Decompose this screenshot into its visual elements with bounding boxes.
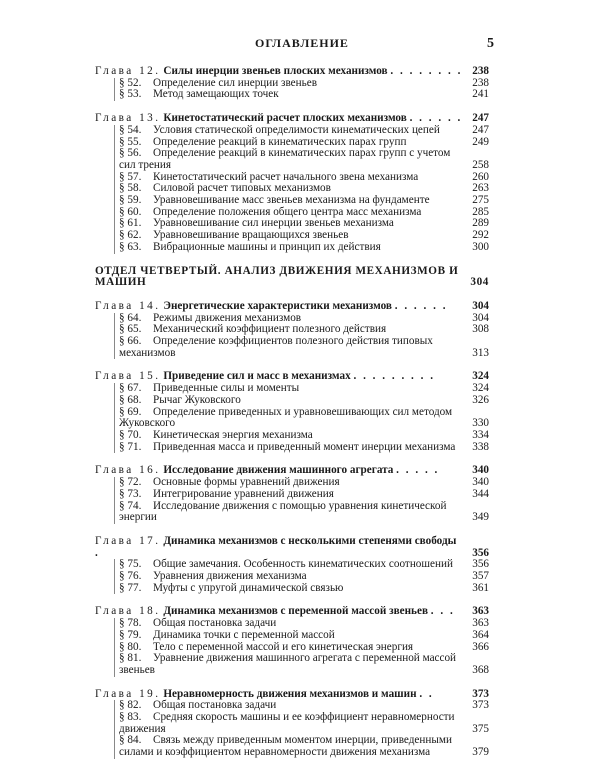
chapter-page: 356 [472, 546, 489, 559]
section-title: Основные формы уравнений движения [153, 476, 340, 489]
section-number: § 55. [119, 135, 142, 148]
section-list [95, 559, 489, 594]
section-number: § 68. [119, 393, 142, 406]
section-title: Уравнение движения машинного агрегата с переменной массой звеньев [119, 652, 457, 676]
chapter-label: Глава 12. [95, 65, 161, 77]
section-page: 357 [472, 570, 489, 583]
chapter-page: 324 [472, 370, 489, 383]
chapter-title: Кинетостатический расчет плоских механизмов [163, 112, 407, 125]
section-page: 324 [472, 382, 489, 395]
section-title: Связь между приведенным моментом инерции, приведенными силами и коэффициентом неравномерности движения механизма [119, 734, 452, 759]
section-page: 289 [472, 217, 489, 230]
dot-leader: . . . . . [396, 464, 440, 477]
section-title: Определение положения общего центра масс механизма [153, 205, 422, 218]
section-list [95, 477, 489, 524]
chapter-label: Глава 16. [95, 464, 161, 477]
dot-leader: . . . . . . . . . [353, 370, 436, 383]
chapter-title: Приведение сил и масс в механизмах [163, 370, 351, 383]
section-page: 334 [472, 428, 489, 441]
dot-leader: . . . [430, 605, 455, 618]
chapter-title: Исследование движения машинного агрегата [163, 464, 394, 477]
section-title: Вибрационные машины и принцип их действия [153, 240, 381, 253]
section-text [119, 148, 463, 171]
section-number: § 81. [119, 652, 142, 665]
section-page: 292 [472, 229, 489, 242]
section-list [95, 618, 489, 677]
section-list [95, 313, 489, 360]
chapter-title: Динамика механизмов с переменной массой звеньев [163, 605, 428, 618]
section-page: 263 [472, 182, 489, 195]
section-text [119, 712, 463, 735]
section-entry[interactable] [95, 501, 489, 524]
section-entry[interactable] [95, 442, 489, 454]
section-row [119, 336, 489, 359]
section-number: § 83. [119, 711, 142, 724]
chapter-label: Глава 13. [95, 112, 161, 125]
section-number: § 65. [119, 323, 142, 336]
section-title: Уравновешивание сил инерции звеньев механизма [153, 217, 394, 230]
chapter-label: Глава 14. [95, 299, 161, 312]
section-number: § 67. [119, 382, 142, 395]
section-number: § 80. [119, 640, 142, 653]
section-title: Уравнения движения механизма [153, 570, 307, 583]
section-row [119, 407, 489, 430]
section-title: Уравновешивание вращающихся звеньев [153, 229, 349, 242]
chapter-text [95, 689, 463, 701]
chapter-title: Динамика механизмов с несколькими степенями свободы [163, 534, 457, 547]
section-page: 364 [472, 628, 489, 641]
section-page: 241 [472, 88, 489, 101]
section-title: Определение реакций в кинематических парах групп с учетом сил трения [119, 147, 451, 171]
section-number: § 79. [119, 628, 142, 641]
section-number: § 75. [119, 558, 142, 571]
section-title: Определение приведенных и уравновешивающих сил методом Жуковского [119, 405, 453, 430]
section-title: Кинетостатический расчет начального звена механизма [153, 170, 419, 183]
section-number: § 66. [119, 335, 142, 348]
section-page: 304 [472, 311, 489, 324]
section-entry[interactable] [95, 583, 489, 595]
dot-leader: . . . . . . . . [390, 65, 463, 77]
chapter-title: Силы инерции звеньев плоских механизмов [163, 65, 388, 77]
section-number: § 84. [119, 734, 142, 747]
section-page: 313 [472, 346, 489, 359]
section-title: Уравновешивание масс звеньев механизма на фундаменте [153, 194, 430, 207]
section-number: § 53. [119, 88, 142, 101]
chapter-text [95, 266, 463, 289]
section-title: Общие замечания. Особенность кинематических соотношений [153, 558, 453, 571]
chapter-text [95, 536, 463, 559]
section-number: § 71. [119, 440, 142, 453]
section-number: § 70. [119, 428, 142, 441]
section-row [119, 653, 489, 676]
section-text [119, 735, 463, 758]
chapter-text [95, 606, 463, 618]
section-page: 330 [472, 417, 489, 430]
section-page: 366 [472, 640, 489, 653]
chapter-page: 304 [472, 299, 489, 312]
section-number: § 82. [119, 699, 142, 712]
section-row [119, 712, 489, 735]
dot-leader: . [95, 546, 100, 559]
section-title: Интегрирование уравнений движения [153, 487, 334, 500]
section-number: § 57. [119, 170, 142, 183]
section-number: § 52. [119, 76, 142, 89]
section-title: Определение сил инерции звеньев [153, 76, 317, 89]
chapter-title: Энергетические характеристики механизмов [163, 299, 392, 312]
section-page: 368 [472, 663, 489, 676]
section-page: 260 [472, 170, 489, 183]
chapter-label: Глава 19. [95, 687, 161, 700]
section-text [119, 583, 463, 595]
section-number: § 56. [119, 147, 142, 160]
section-page: 340 [472, 476, 489, 489]
chapter-title: Неравномерность движения механизмов и машин [163, 687, 417, 700]
section-number: § 78. [119, 617, 142, 630]
page-header [0, 36, 600, 52]
section-page: 361 [472, 581, 489, 594]
section-text [119, 242, 463, 254]
section-title: Общая постановка задачи [153, 617, 277, 630]
section-title: Исследование движения с помощью уравнения кинетической энергии [119, 499, 447, 524]
section-list [95, 78, 489, 101]
dot-leader: . . . . . . [394, 299, 448, 312]
section-number: § 77. [119, 581, 142, 594]
chapter-page: 247 [472, 112, 489, 125]
chapter-row [95, 266, 489, 289]
chapter-label: ОТДЕЛ ЧЕТВЕРТЫЙ. [95, 264, 222, 277]
section-page: 375 [472, 722, 489, 735]
section-title: Общая постановка задачи [153, 699, 277, 712]
chapter-page: 304 [470, 276, 489, 289]
section-number: § 76. [119, 570, 142, 583]
section-entry[interactable] [95, 653, 489, 676]
section-list [95, 125, 489, 254]
section-row [119, 442, 489, 454]
chapter-page: 340 [472, 464, 489, 477]
section-number: § 59. [119, 194, 142, 207]
chapter-label: Глава 17. [95, 534, 161, 547]
dot-leader: . . . . . . [409, 112, 463, 125]
section-number: § 73. [119, 487, 142, 500]
chapter-page: 238 [472, 65, 489, 77]
chapter-heading[interactable] [95, 536, 489, 559]
section-title: Определение реакций в кинематических парах групп [153, 135, 407, 148]
section-page: 363 [472, 617, 489, 630]
chapter-title: АНАЛИЗ ДВИЖЕНИЯ МЕХАНИЗМОВ И МАШИН [95, 264, 459, 289]
section-number: § 74. [119, 499, 142, 512]
section-text [119, 442, 463, 454]
section-entry[interactable] [95, 148, 489, 171]
chapter-label: Глава 15. [95, 370, 161, 383]
section-row [119, 242, 489, 254]
section-page: 247 [472, 123, 489, 136]
section-entry[interactable] [95, 242, 489, 254]
section-number: § 54. [119, 123, 142, 136]
division-heading[interactable] [95, 266, 489, 289]
section-text [119, 336, 463, 359]
section-number: § 61. [119, 217, 142, 230]
dot-leader: . . [419, 687, 434, 700]
section-page: 249 [472, 135, 489, 148]
section-title: Условия статической определимости кинематических цепей [153, 123, 440, 136]
section-entry[interactable] [95, 735, 489, 758]
section-row [119, 583, 489, 595]
section-number: § 63. [119, 240, 142, 253]
section-title: Приведенные силы и моменты [153, 382, 300, 395]
chapter-page: 363 [472, 605, 489, 618]
section-entry[interactable] [95, 712, 489, 735]
section-text [119, 89, 463, 101]
chapter-label: Глава 18. [95, 605, 161, 618]
section-row [119, 735, 489, 758]
section-page: 356 [472, 558, 489, 571]
chapter-row [95, 536, 489, 559]
section-page: 238 [472, 76, 489, 89]
section-number: § 72. [119, 476, 142, 489]
section-title: Приведенная масса и приведенный момент инерции механизма [153, 440, 456, 453]
section-entry[interactable] [95, 336, 489, 359]
page-title: ОГЛАВЛЕНИЕ [255, 36, 349, 50]
section-title: Динамика точки с переменной массой [153, 628, 335, 641]
section-number: § 64. [119, 311, 142, 324]
section-page: 379 [472, 746, 489, 759]
section-page: 326 [472, 393, 489, 406]
section-number: § 69. [119, 405, 142, 418]
section-title: Кинетическая энергия механизма [153, 428, 313, 441]
section-row [119, 148, 489, 171]
section-entry[interactable] [95, 407, 489, 430]
page-number: 5 [487, 36, 494, 51]
section-page: 300 [472, 240, 489, 253]
section-page: 349 [472, 511, 489, 524]
section-title: Муфты с упругой динамической связью [153, 581, 344, 594]
section-page: 308 [472, 323, 489, 336]
section-text [119, 653, 463, 676]
section-text [119, 501, 463, 524]
section-title: Рычаг Жуковского [153, 393, 241, 406]
section-title: Метод замещающих точек [153, 88, 279, 101]
section-row [119, 501, 489, 524]
section-list [95, 700, 489, 759]
section-page: 275 [472, 194, 489, 207]
section-page: 338 [472, 440, 489, 453]
section-number: § 62. [119, 229, 142, 242]
section-title: Силовой расчет типовых механизмов [153, 182, 331, 195]
section-page: 258 [472, 158, 489, 171]
chapter-page: 373 [472, 687, 489, 700]
section-title: Механический коэффициент полезного действия [153, 323, 387, 336]
section-page: 373 [472, 699, 489, 712]
section-text [119, 407, 463, 430]
section-number: § 58. [119, 182, 142, 195]
section-row [119, 89, 489, 101]
section-entry[interactable] [95, 89, 489, 101]
section-title: Определение коэффициентов полезного действия типовых механизмов [119, 335, 433, 359]
section-number: § 60. [119, 205, 142, 218]
section-title: Средняя скорость машины и ее коэффициент неравномерности движения [119, 711, 455, 735]
section-list [95, 383, 489, 453]
section-page: 344 [472, 487, 489, 500]
table-of-contents [95, 66, 489, 759]
section-page: 285 [472, 205, 489, 218]
section-title: Тело с переменной массой и его кинетическая энергия [153, 640, 414, 653]
section-title: Режимы движения механизмов [153, 311, 302, 324]
